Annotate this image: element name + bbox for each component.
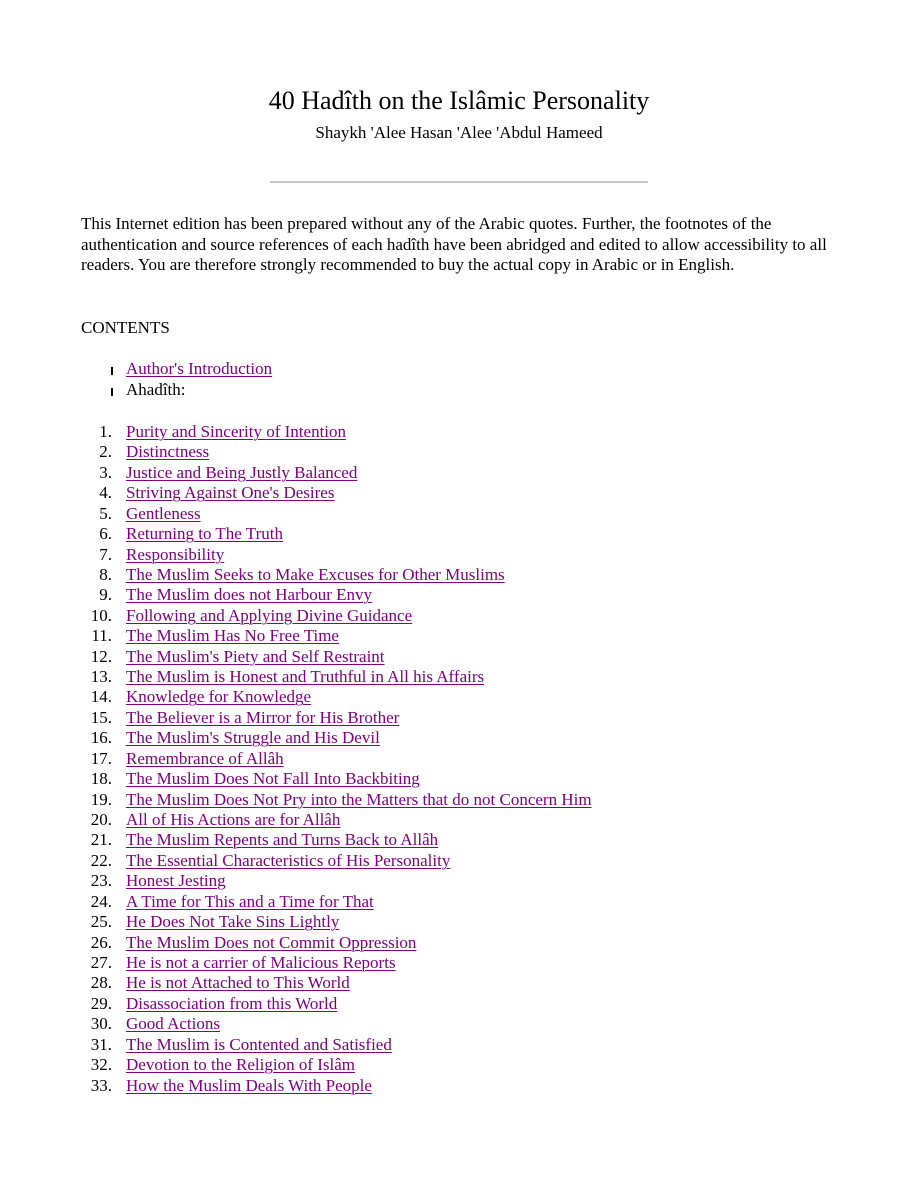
toc-item-number: 1. xyxy=(99,422,112,441)
toc-item-link[interactable]: The Muslim Repents and Turns Back to Allâh xyxy=(126,830,439,850)
toc-item-number: 21. xyxy=(90,830,112,850)
toc-item-number: 5. xyxy=(99,503,112,523)
toc-item-link[interactable]: The Muslim Does not Commit Oppression xyxy=(126,932,417,952)
toc-item-link[interactable]: The Muslim does not Harbour Envy xyxy=(126,585,372,605)
toc-item-link[interactable]: The Muslim Does Not Fall Into Backbiting xyxy=(126,769,420,789)
toc-item-number: 20. xyxy=(90,810,112,830)
toc-item-link[interactable]: The Believer is a Mirror for His Brother xyxy=(126,707,400,727)
toc-item-link[interactable]: The Muslim Has No Free Time xyxy=(126,626,339,646)
toc-item-link[interactable]: How the Muslim Deals With People xyxy=(126,1075,372,1095)
toc-item-link[interactable]: He is not Attached to This World xyxy=(126,973,350,993)
toc-item-link[interactable]: Gentleness xyxy=(126,503,201,523)
contents-heading: CONTENTS xyxy=(81,318,170,337)
toc-item-number: 7. xyxy=(99,544,112,564)
toc-item-link[interactable]: He is not a carrier of Malicious Reports xyxy=(126,952,396,972)
toc-item-link[interactable]: The Muslim's Struggle and His Devil xyxy=(126,728,380,748)
page-title: 40 Hadîth on the Islâmic Personality xyxy=(268,86,650,115)
toc-item-number: 12. xyxy=(90,646,112,666)
toc-item-link[interactable]: Distinctness xyxy=(126,442,210,462)
toc-item-number: 24. xyxy=(90,891,112,911)
toc-item-number: 33. xyxy=(90,1075,112,1095)
author-introduction-link[interactable]: Author's Introduction xyxy=(126,359,273,378)
toc-item-number: 14. xyxy=(90,687,112,707)
toc-item-link[interactable]: The Muslim is Honest and Truthful in All his Affairs xyxy=(126,667,485,687)
toc-item-number: 11. xyxy=(91,626,112,646)
toc-item-link[interactable]: The Muslim's Piety and Self Restraint xyxy=(126,646,385,666)
horizontal-rule xyxy=(270,181,648,183)
toc-item-number: 2. xyxy=(99,442,112,462)
toc-item-link[interactable]: The Muslim is Contented and Satisfied xyxy=(126,1034,392,1054)
toc-item-link[interactable]: He Does Not Take Sins Lightly xyxy=(126,912,340,932)
bullet-item-ahadith xyxy=(126,380,272,401)
toc-item-number: 17. xyxy=(90,748,112,768)
toc-item-number: 22. xyxy=(90,850,112,870)
toc-item-link[interactable]: Following and Applying Divine Guidance xyxy=(126,605,413,625)
toc-item-link[interactable]: Purity and Sincerity of Intention xyxy=(126,422,347,441)
toc-item-link[interactable]: The Muslim Does Not Pry into the Matters that do not Concern Him xyxy=(126,789,592,809)
toc-item-link[interactable]: Justice and Being Justly Balanced xyxy=(126,462,358,482)
toc-item-number: 26. xyxy=(90,932,112,952)
toc-item-link[interactable]: Good Actions xyxy=(126,1014,220,1034)
bullet-item-author-introduction xyxy=(126,359,272,380)
toc-item-link[interactable]: Disassociation from this World xyxy=(126,993,338,1013)
toc-item-link[interactable]: Responsibility xyxy=(126,544,225,564)
author-name: Shaykh 'Alee Hasan 'Alee 'Abdul Hameed xyxy=(315,123,603,142)
toc-item-number: 9. xyxy=(99,585,112,605)
toc-item-link[interactable]: A Time for This and a Time for That xyxy=(126,891,374,911)
toc-item-link[interactable]: Honest Jesting xyxy=(126,871,226,891)
toc-item-link[interactable]: The Muslim Seeks to Make Excuses for Other Muslims xyxy=(126,564,505,584)
toc-item-number: 28. xyxy=(90,973,112,993)
toc-item-link[interactable]: All of His Actions are for Allâh xyxy=(126,810,341,830)
toc-item-number: 10. xyxy=(90,605,112,625)
toc-item-link[interactable]: Remembrance of Allâh xyxy=(126,748,284,768)
toc-item-number: 23. xyxy=(90,871,112,891)
toc-item-link[interactable]: The Essential Characteristics of His Personality xyxy=(126,850,451,870)
bullet-icon xyxy=(111,388,113,396)
toc-item-number: 3. xyxy=(99,462,112,482)
toc-item-number: 27. xyxy=(90,952,112,972)
toc-item-number: 19. xyxy=(90,789,112,809)
intro-paragraph: This Internet edition has been prepared without any of the Arabic quotes. Further, the footnotes of the authentication and source references of each hadîth have been abridged and edited to allow accessibility to all readers. You are therefore strongly recommended to buy the actual copy in Arabic or in English. xyxy=(81,214,827,275)
toc-item-link[interactable]: Knowledge for Knowledge xyxy=(126,687,312,707)
ahadith-label: Ahadîth: xyxy=(126,379,186,399)
toc-item-number: 25. xyxy=(90,912,112,932)
toc-item-link[interactable]: Devotion to the Religion of Islâm xyxy=(126,1055,355,1075)
toc-item-link[interactable]: Returning to The Truth xyxy=(126,524,283,544)
toc-item-number: 6. xyxy=(99,524,112,544)
bullet-icon xyxy=(111,367,113,375)
toc-item-number: 16. xyxy=(90,728,112,748)
toc-item-number: 31. xyxy=(90,1034,112,1054)
toc-item-number: 13. xyxy=(90,667,112,687)
toc-item-number: 29. xyxy=(90,993,112,1013)
toc-item-number: 32. xyxy=(90,1055,112,1075)
contents-bullet-list xyxy=(126,359,272,400)
toc-item-number: 30. xyxy=(90,1014,112,1034)
toc-item-number: 8. xyxy=(99,564,112,584)
toc-item-link[interactable]: Striving Against One's Desires xyxy=(126,483,335,503)
toc-item-number: 4. xyxy=(99,483,112,503)
toc-item-number: 15. xyxy=(90,707,112,727)
toc-item-number: 18. xyxy=(90,769,112,789)
